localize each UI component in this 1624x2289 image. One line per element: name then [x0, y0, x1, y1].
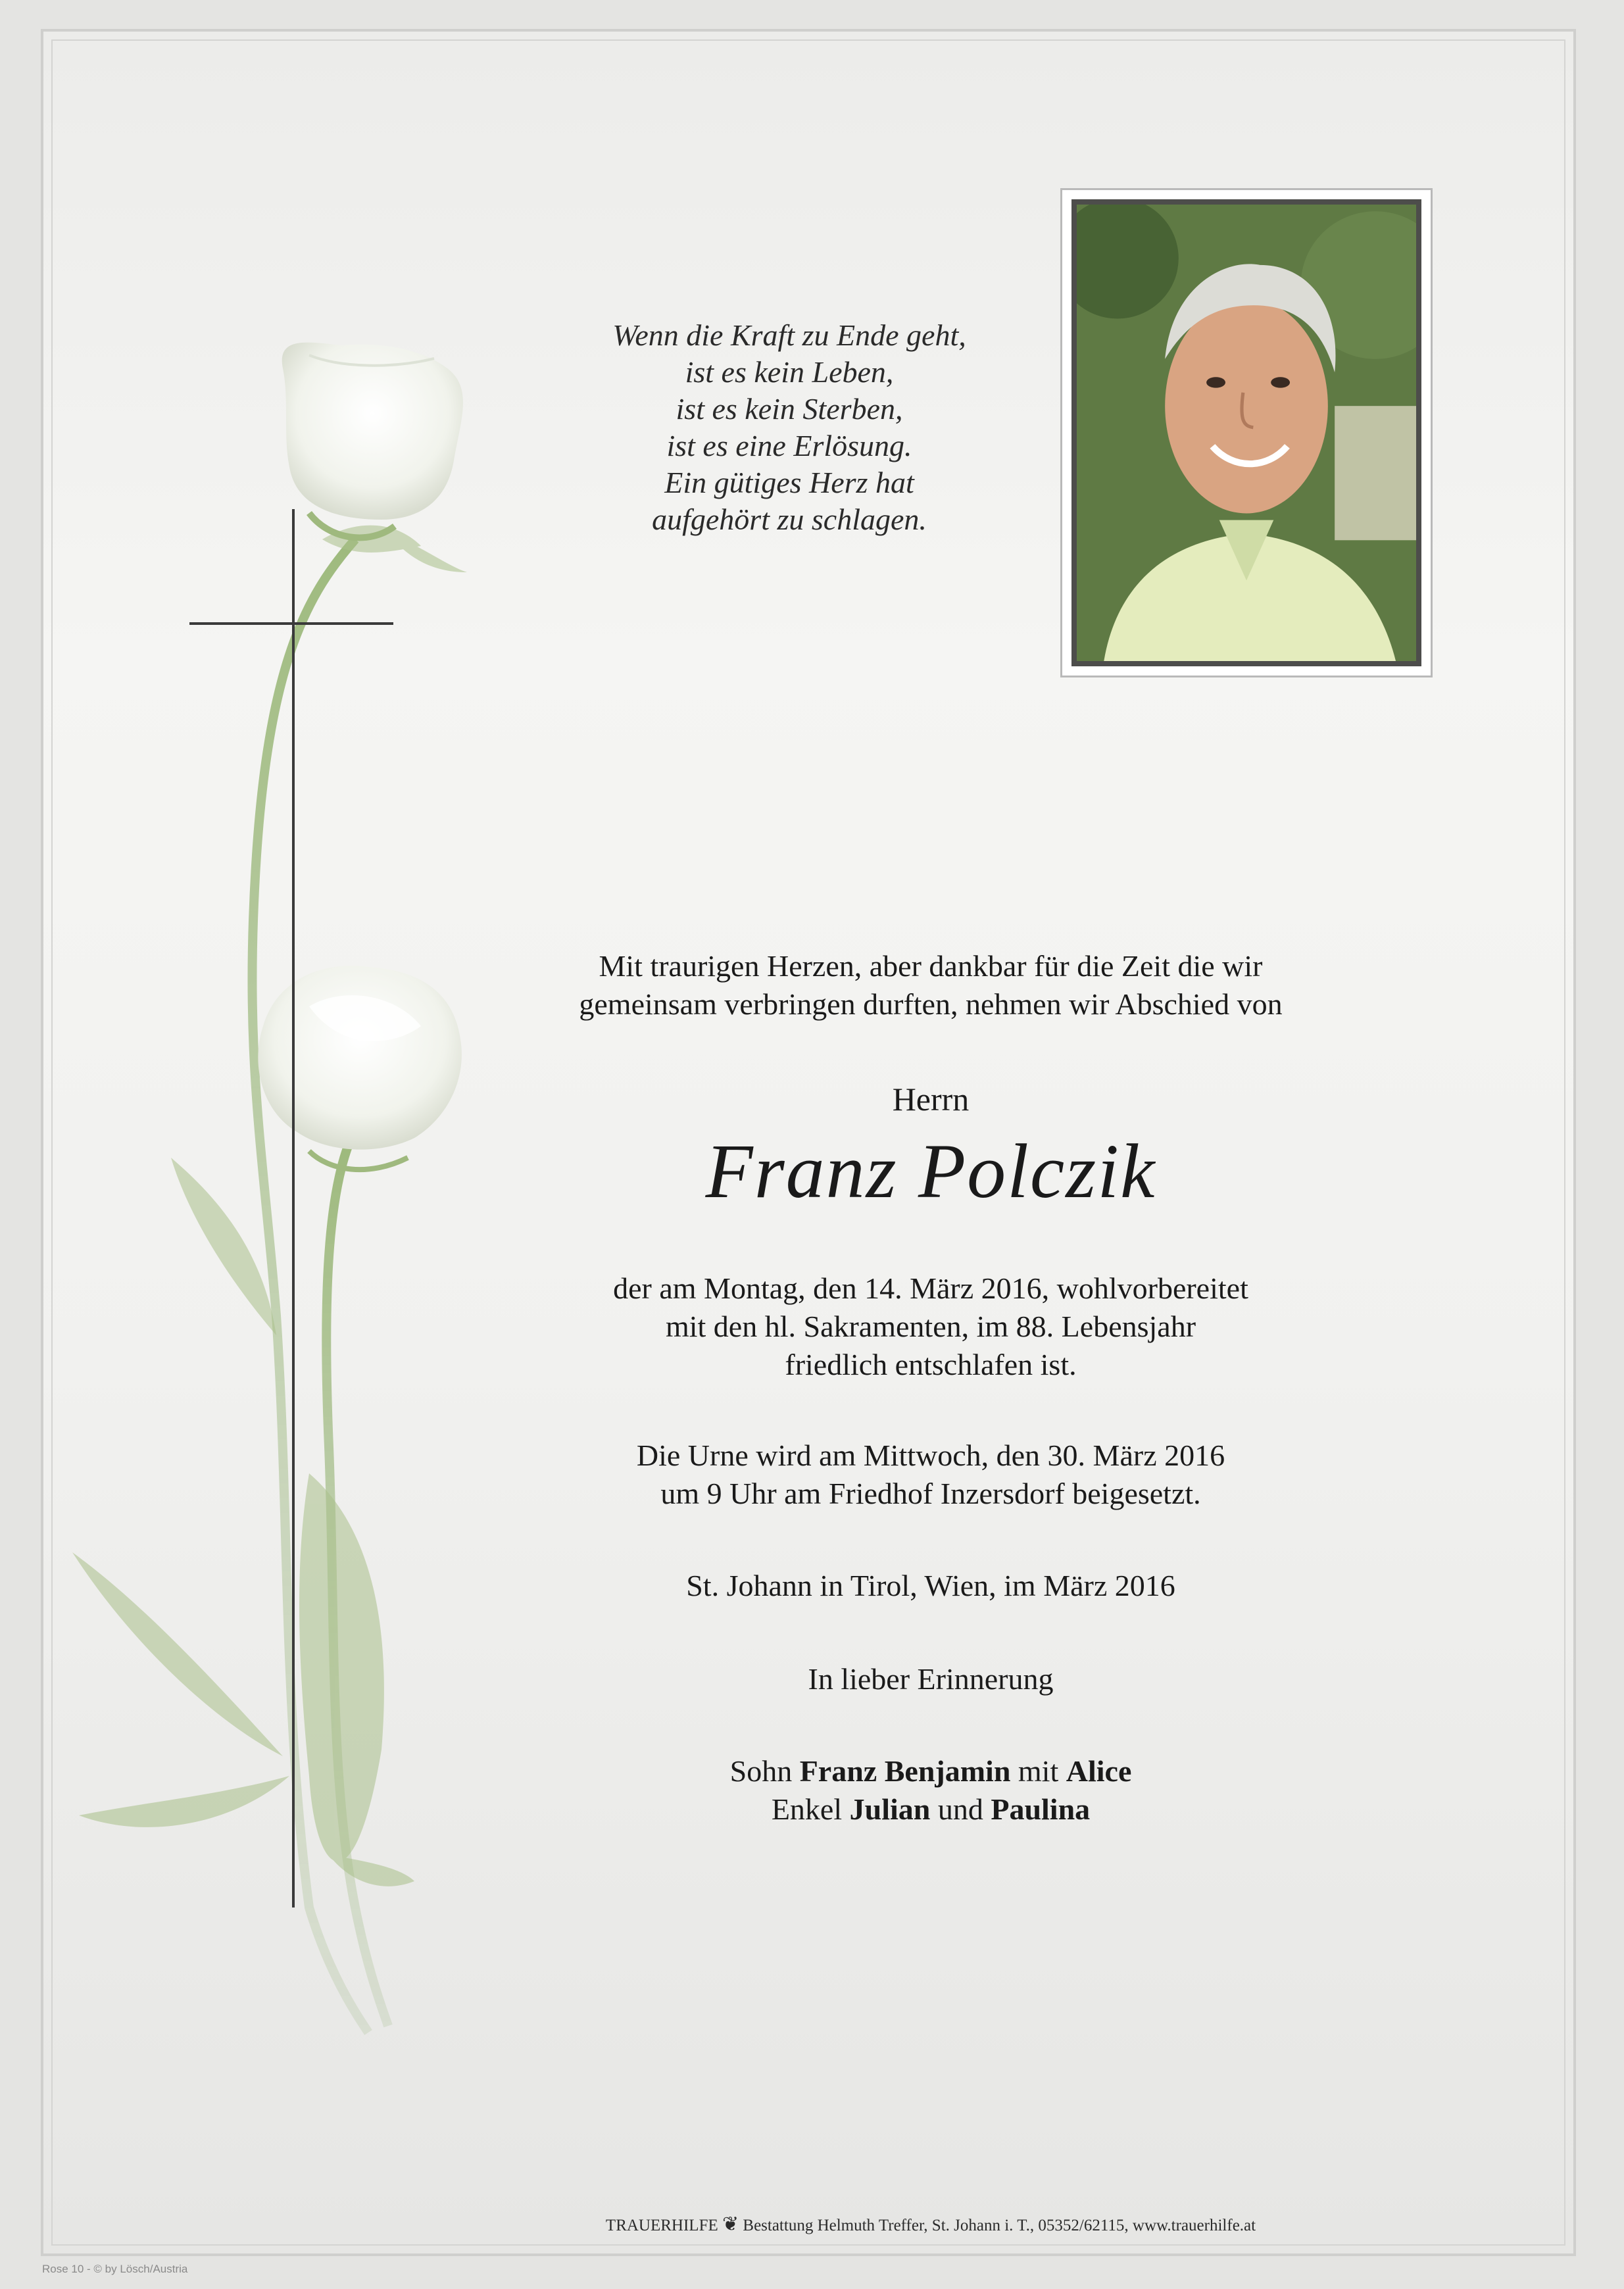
place-date: St. Johann in Tirol, Wien, im März 2016: [686, 1569, 1175, 1602]
death-notice-line: mit den hl. Sakramenten, im 88. Lebensjahr: [665, 1310, 1196, 1343]
death-notice: [395, 1269, 1467, 1384]
poem-line: ist es kein Sterben,: [676, 392, 903, 426]
death-notice-line: friedlich entschlafen ist.: [785, 1348, 1077, 1381]
family-prefix: Enkel: [771, 1792, 843, 1826]
memory-line: In lieber Erinnerung: [808, 1662, 1054, 1696]
poem-line: ist es eine Erlösung.: [666, 429, 912, 462]
salutation: Herrn: [892, 1081, 970, 1118]
copyright-note: Rose 10 - © by Lösch/Austria: [42, 2263, 188, 2275]
footer-funeral-home: [395, 2213, 1467, 2236]
burial-line: Die Urne wird am Mittwoch, den 30. März 2016: [636, 1439, 1225, 1472]
intro-text: [395, 947, 1467, 1023]
footer-brand: TRAUERHILFE: [605, 2217, 718, 2234]
burial-line: um 9 Uhr am Friedhof Inzersdorf beigesetzt.: [660, 1477, 1201, 1510]
poem-line: Ein gütiges Herz hat: [664, 466, 914, 499]
poem-line: Wenn die Kraft zu Ende geht,: [612, 318, 966, 352]
portrait-photo: [1071, 199, 1421, 666]
portrait-frame: [1060, 188, 1433, 677]
family-line-son: [395, 1752, 1467, 1790]
family-connector: und: [937, 1792, 983, 1826]
footer-text: Bestattung Helmuth Treffer, St. Johann i. T., 05352/62115, www.trauerhilfe.at: [743, 2217, 1256, 2234]
intro-line: Mit traurigen Herzen, aber dankbar für die Zeit die wir: [599, 949, 1263, 983]
family-mourners: [395, 1752, 1467, 1829]
family-connector: mit: [1018, 1754, 1059, 1788]
intro-line: gemeinsam verbringen durften, nehmen wir Abschied von: [579, 987, 1283, 1021]
cross-icon: [292, 509, 295, 1908]
grandchild-name: Julian: [849, 1792, 931, 1826]
cross-bar: [189, 622, 393, 625]
poem: [526, 317, 1052, 538]
poem-line: ist es kein Leben,: [685, 355, 894, 389]
son-partner-name: Alice: [1066, 1754, 1132, 1788]
brand-logo-icon: ❦: [722, 2213, 739, 2235]
grandchild-name: Paulina: [991, 1792, 1091, 1826]
death-notice-line: der am Montag, den 14. März 2016, wohlvorbereitet: [613, 1271, 1248, 1305]
burial-notice: [395, 1437, 1467, 1513]
family-prefix: Sohn: [729, 1754, 793, 1788]
deceased-name: Franz Polczik: [705, 1128, 1156, 1214]
family-line-grandchildren: [395, 1790, 1467, 1829]
poem-line: aufgehört zu schlagen.: [652, 503, 927, 536]
son-name: Franz Benjamin: [799, 1754, 1011, 1788]
